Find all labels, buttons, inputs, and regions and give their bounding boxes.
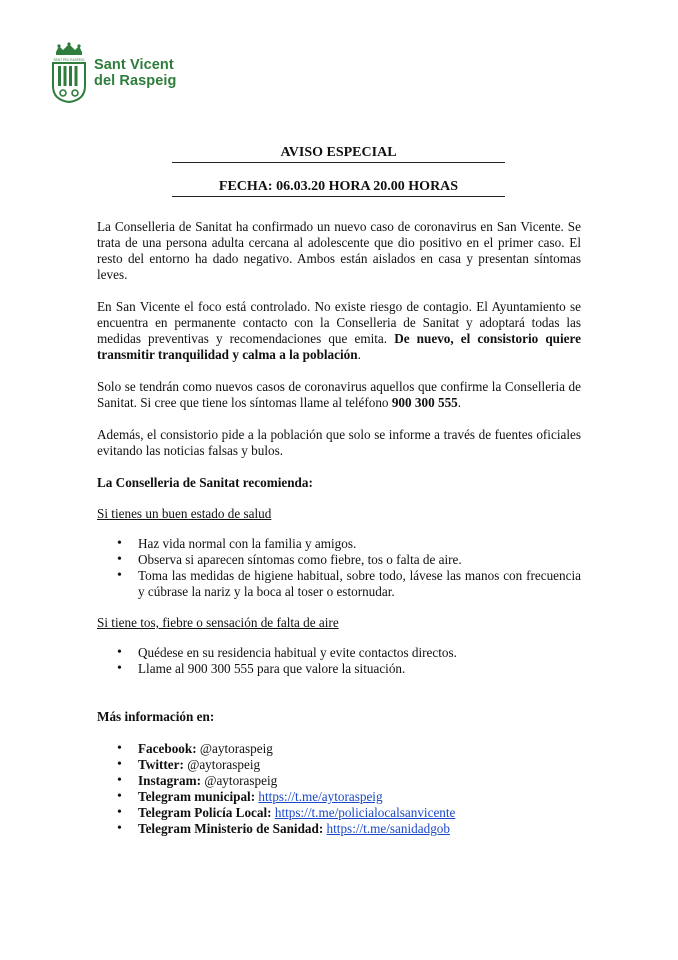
info-item-telegram-policia <box>97 805 581 821</box>
info-item-telegram-municipal <box>97 789 581 805</box>
healthy-heading: Si tienes un buen estado de salud <box>97 506 272 521</box>
paragraph-phone-text: Solo se tendrán como nuevos casos de coronavirus aquellos que confirme la Conselleria de Sanitat. Si cree que tiene los síntomas llame al teléfono <box>97 379 581 410</box>
logo-name-line1: Sant Vicent <box>94 57 174 73</box>
info-item-twitter <box>97 757 581 773</box>
recommendations-title: La Conselleria de Sanitat recomienda: <box>97 475 313 490</box>
list-item: • Toma las medidas de higiene habitual, sobre todo, lávese las manos con frecuencia y cúbrase la nariz y la boca al toser o estornudar. <box>97 568 581 600</box>
healthy-list <box>97 536 581 600</box>
info-value: @aytoraspeig <box>187 757 261 772</box>
coat-of-arms-icon <box>50 42 88 104</box>
more-info-list <box>97 741 581 837</box>
paragraph-phone-end: . <box>457 395 462 410</box>
info-item-telegram-sanidad <box>97 821 581 837</box>
paragraph-control-end: . <box>357 347 361 362</box>
more-info-title: Más información en: <box>97 709 215 724</box>
info-item-instagram <box>97 773 581 789</box>
list-item: • Haz vida normal con la familia y amigos. <box>97 536 581 552</box>
info-value: @aytoraspeig <box>204 773 278 788</box>
info-label: Twitter: <box>138 757 184 772</box>
list-item: • Llame al 900 300 555 para que valore la situación. <box>97 661 581 677</box>
info-label: Telegram Ministerio de Sanidad: <box>138 821 324 836</box>
info-label: Telegram municipal: <box>138 789 256 804</box>
logo-name-line2: del Raspeig <box>94 73 177 89</box>
paragraph-control <box>97 299 581 363</box>
info-item-facebook <box>97 741 581 757</box>
telegram-policia-link[interactable]: https://t.me/policialocalsanvicente <box>274 805 456 820</box>
info-label: Telegram Policía Local: <box>138 805 272 820</box>
svg-text:SENT PEU RASPEIG: SENT PEU RASPEIG <box>53 58 85 62</box>
paragraph-control-text: En San Vicente el foco está controlado. No existe riesgo de contagio. El Ayuntamiento se encuentra en permanente contacto con la Conselleria de Sanitat y adoptará todas las medidas preventivas y recomendaciones que emita. <box>97 299 581 346</box>
notice-title: AVISO ESPECIAL <box>172 145 505 163</box>
info-label: Instagram: <box>138 773 202 788</box>
list-item: • Observa si aparecen síntomas como fiebre, tos o falta de aire. <box>97 552 581 568</box>
paragraph-control-bold: De nuevo, el consistorio quiere transmitir tranquilidad y calma a la población <box>97 331 582 362</box>
symptoms-heading: Si tiene tos, fiebre o sensación de falta de aire <box>97 615 339 630</box>
paragraph-case: La Conselleria de Sanitat ha confirmado un nuevo caso de coronavirus en San Vicente. Se trata de una persona adulta cercana al adolescente que dio positivo en el primer caso. El resto del entorno ha dado negativo. Ambos están aislados en casa y presentan síntomas leves. <box>97 219 581 282</box>
telegram-municipal-link[interactable]: https://t.me/aytoraspeig <box>258 789 383 804</box>
info-value: @aytoraspeig <box>199 741 273 756</box>
notice-date: FECHA: 06.03.20 HORA 20.00 HORAS <box>172 179 505 197</box>
info-label: Facebook: <box>138 741 197 756</box>
telegram-sanidad-link[interactable]: https://t.me/sanidadgob <box>326 821 450 836</box>
municipality-logo <box>50 42 177 104</box>
paragraph-official-sources: Además, el consistorio pide a la población que solo se informe a través de fuentes oficiales evitando las noticias falsas y bulos. <box>97 427 581 458</box>
phone-number: 900 300 555 <box>391 395 458 410</box>
paragraph-phone <box>97 379 581 411</box>
symptoms-list <box>97 645 581 677</box>
notice-content <box>97 219 581 837</box>
list-item: • Quédese en su residencia habitual y evite contactos directos. <box>97 645 581 661</box>
